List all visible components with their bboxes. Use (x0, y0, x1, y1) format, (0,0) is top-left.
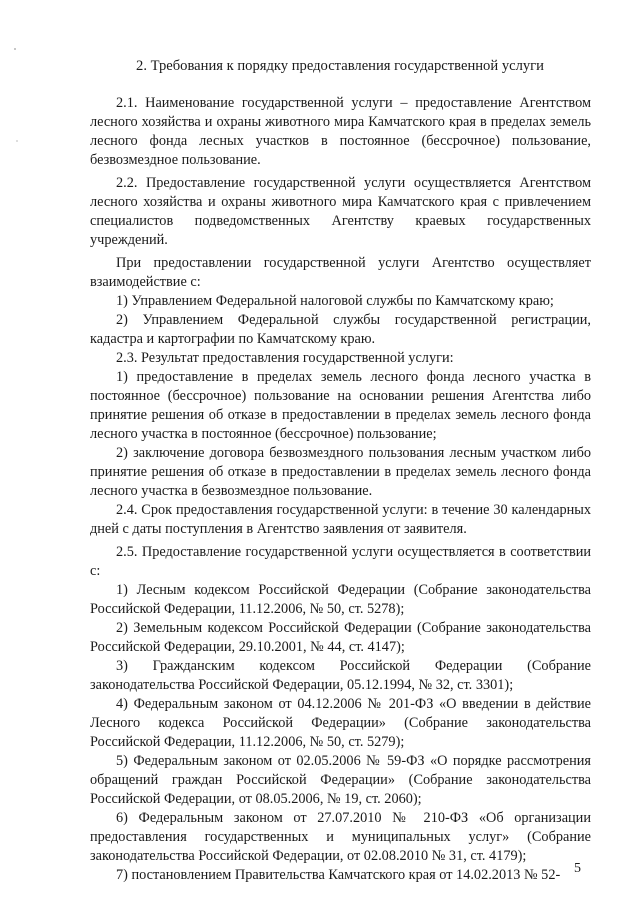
paragraph-2-1: 2.1. Наименование государственной услуги – предоставление Агентством лесного хозяйства и охраны животного мира Камчатского края в пределах земель лесного фонда лесных участков в постоянное (бессрочное) пользование, безвозмездное пользование. (90, 95, 591, 168)
interaction-item-2: 2) Управлением Федеральной службы государственной регистрации, кадастра и картографии по Камчатскому краю. (90, 312, 591, 347)
paragraph-2-5: 2.5. Предоставление государственной услуги осуществляется в соответствии с: (90, 544, 591, 579)
scan-speck (16, 140, 18, 142)
page-number: 5 (574, 861, 581, 876)
paragraph-2-3: 2.3. Результат предоставления государственной услуги: (116, 350, 454, 366)
section-heading: 2. Требования к порядку предоставления государственной услуги (136, 58, 544, 74)
paragraph-interaction-intro: При предоставлении государственной услуги Агентство осуществляет взаимодействие с: (90, 255, 591, 290)
result-item-1: 1) предоставление в пределах земель лесного фонда лесного участка в постоянное (бессрочное) пользование на основании решения Агентства либо принятие решения об отказе в предоставлении в пределах земель лесного фонда лесного участка в постоянное (бессрочное) пользование; (90, 369, 591, 442)
legal-basis-item-6: 6) Федеральным законом от 27.07.2010 № 210-ФЗ «Об организации предоставления государственных и муниципальных услуг» (Собрание законодательства Российской Федерации, от 02.08.2010 № 31, ст. 4179); (90, 810, 591, 864)
section-body (90, 94, 591, 885)
legal-basis-item-3: 3) Гражданским кодексом Российской Федерации (Собрание законодательства Российской Федерации, 05.12.1994, № 32, ст. 3301); (90, 658, 591, 693)
paragraph-2-4: 2.4. Срок предоставления государственной услуги: в течение 30 календарных дней с даты поступления в Агентство заявления от заявителя. (90, 502, 591, 537)
paragraph-2-2: 2.2. Предоставление государственной услуги осуществляется Агентством лесного хозяйства и охраны животного мира Камчатского края с привлечением специалистов подведомственных Агентству краевых государственных учреждений. (90, 175, 591, 248)
interaction-item-1: 1) Управлением Федеральной налоговой службы по Камчатскому краю; (116, 293, 554, 309)
legal-basis-item-5: 5) Федеральным законом от 02.05.2006 № 59-ФЗ «О порядке рассмотрения обращений граждан Российской Федерации» (Собрание законодательства Российской Федерации, от 08.05.2006, № 19, ст. 2060); (90, 753, 591, 807)
legal-basis-item-4: 4) Федеральным законом от 04.12.2006 № 201-ФЗ «О введении в действие Лесного кодекса Российской Федерации» (Собрание законодательства Российской Федерации, 11.12.2006, № 50, ст. 5279); (90, 696, 591, 750)
result-item-2: 2) заключение договора безвозмездного пользования лесным участком либо принятие решения об отказе в предоставлении в пределах земель лесного фонда лесного участка в безвозмездное пользование. (90, 445, 591, 499)
scan-speck (14, 48, 16, 50)
legal-basis-item-7: 7) постановлением Правительства Камчатского края от 14.02.2013 № 52- (116, 867, 561, 883)
legal-basis-item-1: 1) Лесным кодексом Российской Федерации (Собрание законодательства Российской Федерации, 11.12.2006, № 50, ст. 5278); (90, 582, 591, 617)
legal-basis-item-2: 2) Земельным кодексом Российской Федерации (Собрание законодательства Российской Федерации, 29.10.2001, № 44, ст. 4147); (90, 620, 591, 655)
